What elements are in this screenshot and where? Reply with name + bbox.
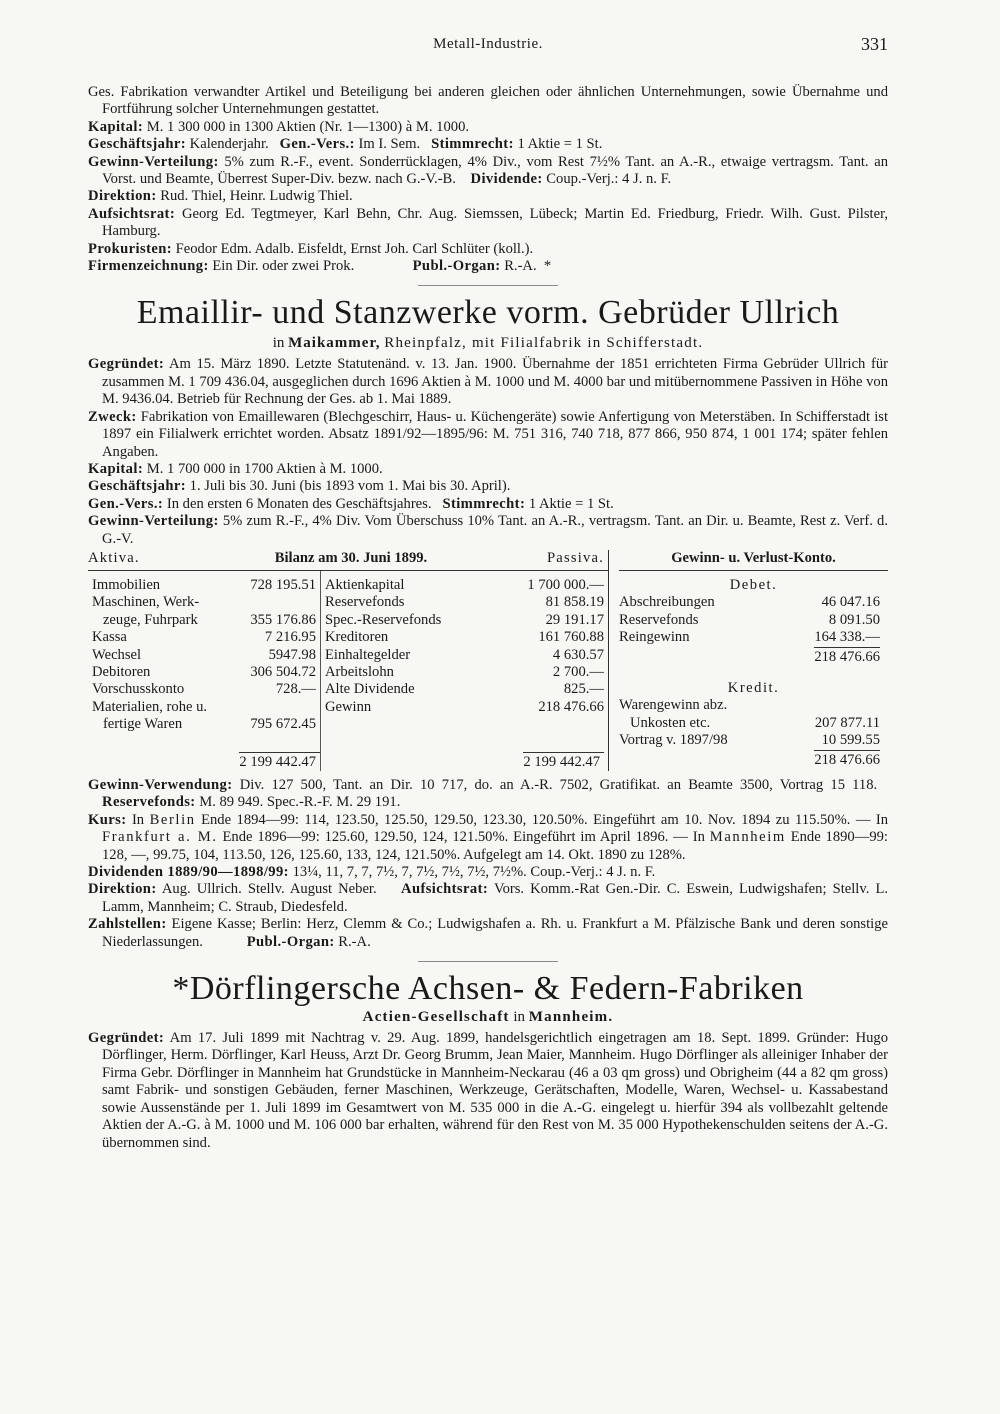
sub-prefix: in [513,1009,526,1026]
running-head [88,36,888,62]
aufsichtsrat-paragraph [88,206,888,241]
dividenden-paragraph [88,864,888,881]
aktiva-row [88,647,320,664]
aktiva-label-cell: Immobilien [92,576,161,593]
geschaeftsjahr-paragraph [88,478,888,495]
gv-text: Im I. Sem. [358,136,421,153]
kurs-city-frankfurt: Frankfurt a. M. [102,829,218,846]
gewinn-verteilung-paragraph [88,513,888,548]
aktiva-label-cell: Maschinen, Werk- [92,594,200,611]
passiva-value-cell: 81 858.19 [545,594,604,611]
kredit-label-cell: Vortrag v. 1897/98 [619,732,728,749]
passiva-label-cell: Spec.-Reservefonds [325,611,442,628]
gen-vers-paragraph [88,496,888,513]
kurs-text-d: Ende 1890—99: 128, —, 99.75, 104, 113.50, 126, 125.60, 133, 124, 121.50%. Aufgelegt am 14. Okt. 1890 zu 128%. [102,829,888,863]
kredit-value-cell [880,697,888,714]
kredit-value-cell: 207 877.11 [814,714,880,731]
aktiva-label-cell: Debitoren [92,663,151,680]
aktiva-row [88,629,320,646]
debet-label-cell: Abschreibungen [619,594,715,611]
gegruendet-text: Am 17. Juli 1899 mit Nachtrag v. 29. Aug. 1899, handelsgerichtlich eingetragen am 18. Sept. 1899. Gründer: Hugo Dörflinger, Herm. Dörflinger, Karl Heuss, Arzt Dr. Georg Brumm, Jean Maier, Mannheim. Hugo Dörflinger als alleiniger Inhaber der Firma Gebr. Dörflinger in Mannheim hat Grundstücke in Mannheim-Neckarau (46 a 03 qm gross) und Obrigheim (44 a 82 qm gross) samt Fabrik- und sonstigen Gebäuden, ferner Maschinen, Werkzeuge, Gerätschaften, Modelle, Waren, Wechsel- u. Kassabestand sowie Aussenstände per 1. Juli 1899 im Gesamtwert von M. 535 000 in die A.-G. eingelegt u. hierfür 394 als vollbezahlt geltende Aktien der A.-G. à M. 1000 und M. 106 000 bar erhalten, während für den Rest von M. 35 000 Hypothekenschulden seitens der A.-G. übernommen sind. [102,1030,888,1151]
aktiva-value-cell: 7 216.95 [264,629,316,646]
dividenden-label: Dividenden 1889/90—1898/99: [88,864,289,881]
aktiva-row [88,716,320,733]
debet-value-cell: 164 338.— [814,629,880,646]
debet-total: 218 476.66 [814,648,880,665]
kapital-text: M. 1 700 000 in 1700 Aktien à M. 1000. [146,460,383,477]
direktion-paragraph [88,188,888,205]
passiva-label-cell: Reservefonds [325,594,405,611]
kredit-label-cell: Warengewinn abz. [619,697,728,714]
kurs-label: Kurs: [88,811,127,828]
gj-text: Kalenderjahr. [189,136,269,153]
dividende-text: Coup.-Verj.: 4 J. n. F. [546,171,672,188]
kapital-paragraph [88,119,888,136]
kredit-value-cell: 10 599.55 [821,732,880,749]
prokuristen-label: Prokuristen: [88,240,172,257]
gewinn-verteilung-paragraph [88,154,888,189]
zahlstellen-paragraph [88,916,888,951]
passiva-label: Passiva. [546,549,604,566]
kurs-city-mannheim: Mannheim [709,829,786,846]
zweck-label: Zweck: [88,408,137,425]
stimmrecht-text: 1 Aktie = 1 St. [517,136,603,153]
passiva-value-cell: 825.— [563,681,604,698]
gegruendet-paragraph [88,356,888,408]
passiva-total: 2 199 442.47 [523,752,604,771]
loc-prefix: in [272,335,285,352]
kredit-label: Kredit. [727,679,780,696]
gegruendet-text: Am 15. März 1890. Letzte Statutenänd. v. 13. Jan. 1900. Übernahme der 1851 errichteten Firma Gebrüder Ullrich für zusammen M. 1 709 436.04, ausgeglichen durch 1696 Aktien à M. 1000 und M. 4000 bar und mitübernommene Passiven in Höhe von M. 9436.04. Betrieb für Rechnung der Ges. ab 1. Mai 1889. [102,356,888,408]
section-title: Metall-Industrie. [433,36,543,52]
reservefonds-text: M. 89 949. Spec.-R.-F. M. 29 191. [199,794,401,811]
aktiva-row [88,681,320,698]
passiva-label-cell: Gewinn [325,698,372,715]
debet-row [619,629,888,646]
aktiva-label-cell: Vorschusskonto [92,681,185,698]
aufsichtsrat-text: Vors. Komm.-Rat Gen.-Dir. C. Eswein, Ludwigshafen; Stellv. L. Lamm, Mannheim; C. Straub, Diedesfeld. [102,881,889,915]
gv-label: Gen.-Vers.: [88,495,164,512]
passiva-value-cell: 218 476.66 [538,698,604,715]
aktiva-label-cell: zeuge, Fuhrpark [92,611,198,628]
passiva-value-cell: 1 700 000.— [527,576,604,593]
passiva-row [325,594,608,611]
kurs-text-c: Ende 1896—99: 125.60, 129.50, 124, 121.50%. Eingeführt im April 1896. — In [222,829,705,846]
entry-continued [88,84,888,275]
separator-rule [418,961,558,962]
loc-place: Maikammer, [288,335,381,352]
firmenzeichnung-text: Ein Dir. oder zwei Prok. [212,258,355,275]
gewinn-verwendung-text: Div. 127 500, Tant. an Dir. 10 717, do. an A.-R. 7502, Gratifikat. an Beamte 3500, Vortrag 15 118. [239,777,878,793]
gewinn-label: Gewinn-Verteilung: [88,513,219,530]
kredit-label-cell: Unkosten etc. [619,714,711,731]
kurs-text-a: In [131,811,145,828]
direktion-label: Direktion: [88,881,157,898]
debet-label-cell: Reservefonds [619,611,699,628]
stimmrecht-text: 1 Aktie = 1 St. [528,495,614,512]
publ-organ-label: Publ.-Organ: [412,258,501,275]
stimmrecht-label: Stimmrecht: [442,495,526,512]
aktiva-row [88,594,320,611]
company-form: Actien-Gesellschaft [362,1009,510,1026]
aktiva-label-cell: Materialien, rohe u. [92,698,208,715]
zweck-continued: Ges. Fabrikation verwandter Artikel und Beteiligung bei anderen gleichen oder ähnlichen Unternehmungen, sowie Übernahme und Fortführung solcher Unternehmungen gestattet. [88,84,888,118]
reservefonds-label: Reservefonds: [102,794,196,811]
passiva-label-cell: Kreditoren [325,629,389,646]
aktiva-value-cell [316,699,320,716]
company-place: Mannheim. [528,1009,614,1026]
bilanz-body [88,571,608,752]
gewinn-text: 5% zum R.-F., 4% Div. Vom Überschuss 10% Tant. an A.-R., vertragsm. Tant. an Dir. u. Beamte, Rest z. Verf. d. G.-V. [102,513,888,547]
gegruendet-label: Gegründet: [88,1030,165,1047]
publ-organ-text: R.-A. [504,258,537,275]
aktiva-value-cell: 728.— [275,681,316,698]
aktiva-value-cell: 728 195.51 [250,576,316,593]
aktiva-row [88,612,320,629]
passiva-value-cell: 29 191.17 [545,611,604,628]
gv-label: Gen.-Vers.: [279,136,355,153]
firmenzeichnung-paragraph [88,258,888,275]
gv-konto-title: Gewinn- u. Verlust-Konto. [619,550,888,571]
passiva-value-cell: 4 630.57 [552,646,604,663]
bilanz-header [88,550,608,571]
debet-total-line [619,647,888,666]
page-number: 331 [861,34,888,54]
gewinn-verwendung-label: Gewinn-Verwendung: [88,777,233,793]
company-heading: Emaillir- und Stanzwerke vorm. Gebrüder Ullrich [136,294,840,332]
aktiva-label-cell: Wechsel [92,646,142,663]
separator-rule [418,285,558,286]
kurs-text-b: Ende 1894—99: 114, 123.50, 125.50, 129.50, 123.30, 120.50%. Eingeführt am 10. Nov. 1894 zu 115.50%. — In [201,811,889,828]
kurs-city-berlin: Berlin [149,811,196,828]
kredit-row [619,732,888,749]
kapital-label: Kapital: [88,460,144,477]
passiva-label-cell: Arbeitslohn [325,663,394,680]
aktiva-value-cell [316,594,320,611]
company-heading: *Dörflingersche Achsen- & Federn-Fabriken [172,970,804,1008]
aktiva-value-cell: 355 176.86 [250,611,316,628]
bilanz-title: Bilanz am 30. Juni 1899. [274,549,428,566]
aktiva-row [88,664,320,681]
aktiva-value-cell: 306 504.72 [250,663,316,680]
debet-row [619,594,888,611]
publ-organ-label: Publ.-Organ: [246,933,335,950]
passiva-label-cell: Einhaltegelder [325,646,411,663]
passiva-row [325,612,608,629]
kapital-text: M. 1 300 000 in 1300 Aktien (Nr. 1—1300) à M. 1000. [146,118,470,135]
passiva-row [325,577,608,594]
direktion-label: Direktion: [88,188,157,205]
zahlstellen-label: Zahlstellen: [88,916,167,933]
passiva-row [325,647,608,664]
direktion-text: Rud. Thiel, Heinr. Ludwig Thiel. [160,188,353,205]
dividenden-text: 13¼, 11, 7, 7, 7½, 7, 7½, 7½, 7½, 7½%. Coup.-Verj.: 4 J. n. F. [292,864,656,881]
gv-text: In den ersten 6 Monaten des Geschäftsjahres. [166,495,432,512]
gewinn-verwendung-paragraph [88,777,888,812]
kredit-row [619,715,888,732]
passiva-row [325,699,608,716]
company-location [88,334,888,352]
aktiva-column [88,571,321,752]
gewinn-verlust-konto [609,550,888,771]
passiva-label-cell: Aktienkapital [325,576,405,593]
zahlstellen-text: Eigene Kasse; Berlin: Herz, Clemm & Co.; Ludwigshafen a. Rh. u. Frankfurt a M. Pfälzische Bank und deren sonstige Niederlassungen. [102,916,888,950]
aktiva-value-cell: 5947.98 [268,646,316,663]
company-subtitle [88,1008,888,1026]
gj-label: Geschäftsjahr: [88,478,187,495]
page [88,36,888,1152]
gewinn-label: Gewinn-Verteilung: [88,153,219,170]
prokuristen-paragraph [88,241,888,258]
aktiva-row [88,699,320,716]
debet-row [619,612,888,629]
direktion-text: Aug. Ullrich. Stellv. August Neber. [161,881,377,898]
prokuristen-text: Feodor Edm. Adalb. Eisfeldt, Ernst Joh. Carl Schlüter (koll.). [175,240,534,257]
firmenzeichnung-label: Firmenzeichnung: [88,258,209,275]
aktiva-value-cell: 795 672.45 [250,716,316,733]
stimmrecht-label: Stimmrecht: [431,136,514,153]
debet-label-cell: Reingewinn [619,629,690,646]
gewinn-text: 5% zum R.-F., event. Sonderrücklagen, 4% Div., vom Rest 7½% Tant. an A.-R., etwaige vertragsm. Tant. an Vorst. und Beamte, Überrest Super-Div. bezw. nach G.-V.-B. [102,153,888,188]
geschaeftsjahr-paragraph [88,136,888,153]
zweck-text: Fabrikation von Emaillewaren (Blechgeschirr, Haus- u. Küchengeräte) sowie Anfertigung von Meterstäben. In Schifferstadt ist 1897 ein Filialwerk errichtet worden. Absatz 1891/92—1895/96: M. 751 316, 740 718, 877 866, 950 874, 1 001 174; später fehlen Angaben. [102,408,888,460]
direktion-paragraph [88,881,888,916]
kredit-total: 218 476.66 [814,751,880,768]
passiva-label-cell: Alte Dividende [325,681,415,698]
debet-value-cell: 46 047.16 [821,594,880,611]
gj-text: 1. Juli bis 30. Juni (bis 1893 vom 1. Mai bis 30. April). [189,478,511,495]
aktiva-label-cell: Kassa [92,629,127,646]
aufsichtsrat-text: Georg Ed. Tegtmeyer, Karl Behn, Chr. Aug. Siemssen, Lübeck; Martin Ed. Friedburg, Friedr. Wilh. Gust. Pilster, Hamburg. [102,205,888,240]
gj-label: Geschäftsjahr: [88,136,187,153]
kurs-paragraph [88,812,888,864]
passiva-value-cell: 161 760.88 [538,629,604,646]
kredit-total-line [619,750,888,769]
aktiva-total: 2 199 442.47 [239,752,320,771]
passiva-row [325,629,608,646]
passiva-value-cell: 2 700.— [552,663,604,680]
bilanz-totals [88,752,608,771]
passiva-row [325,664,608,681]
publ-organ-text: R.-A. [338,933,371,950]
bilanz-table [88,550,609,771]
kredit-row [619,697,888,714]
star-mark: * [543,258,552,275]
dividende-label: Dividende: [470,171,543,188]
kapital-paragraph [88,461,888,478]
debet-label: Debet. [729,576,778,593]
gegruendet-paragraph [88,1030,888,1152]
aufsichtsrat-label: Aufsichtsrat: [401,881,489,898]
zweck-paragraph [88,409,888,461]
aktiva-label-cell: fertige Waren [92,716,183,733]
kapital-label: Kapital: [88,118,144,135]
loc-rest: Rheinpfalz, mit Filialfabrik in Schifferstadt. [384,335,704,352]
aufsichtsrat-label: Aufsichtsrat: [88,205,176,222]
debet-value-cell: 8 091.50 [828,611,880,628]
passiva-column [321,571,608,752]
financial-statements [88,550,888,771]
passiva-row [325,681,608,698]
aktiva-label: Aktiva. [88,549,140,566]
gegruendet-label: Gegründet: [88,356,165,373]
aktiva-row [88,577,320,594]
